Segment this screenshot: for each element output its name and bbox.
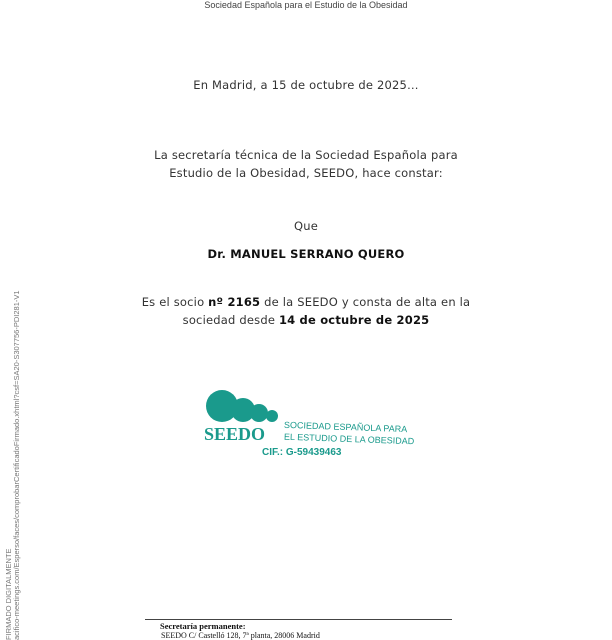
seedo-stamp (200, 388, 430, 468)
stamp-name-line-2: EL ESTUDIO DE LA OBESIDAD (283, 431, 415, 447)
stamp-name-line-1: SOCIEDAD ESPAÑOLA PARA (283, 419, 408, 435)
member-line-2-pre: sociedad desde (182, 313, 279, 327)
date-line: En Madrid, a 15 de octubre de 2025… (193, 78, 419, 92)
stamp-acronym: SEEDO (204, 424, 266, 444)
digital-signature-label: FIRMADO DIGITALMENTE (4, 548, 13, 640)
footer-title: Secretaría permanente: (160, 621, 246, 631)
member-line-1 (0, 295, 612, 309)
footer-divider (145, 619, 452, 620)
header-org-name: Sociedad Española para el Estudio de la Obesidad (204, 0, 408, 10)
member-line-2 (0, 313, 612, 327)
since-date: 14 de octubre de 2025 (278, 313, 430, 327)
member-line-1-pre: Es el socio (141, 295, 209, 309)
intro-line-1: La secretaría técnica de la Sociedad Española para (154, 148, 458, 162)
digital-signature-url[interactable]: acifico-meetings.com/Esperso/faces/comprobarCertificadoFirmado.xhtml?csf=SA20-S307756-PDI281-V1 (12, 290, 21, 640)
intro-line-2: Estudio de la Obesidad, SEEDO, hace constar: (169, 166, 443, 180)
footer-address: SEEDO C/ Castelló 128, 7ª planta, 28006 Madrid (161, 631, 320, 640)
member-name: Dr. MANUEL SERRANO QUERO (207, 247, 405, 261)
stamp-cif: CIF.: G-59439463 (262, 447, 342, 458)
que-text: Que (293, 219, 318, 233)
member-number: nº 2165 (208, 295, 261, 309)
member-line-1-post: de la SEEDO y consta de alta en la (260, 295, 471, 309)
